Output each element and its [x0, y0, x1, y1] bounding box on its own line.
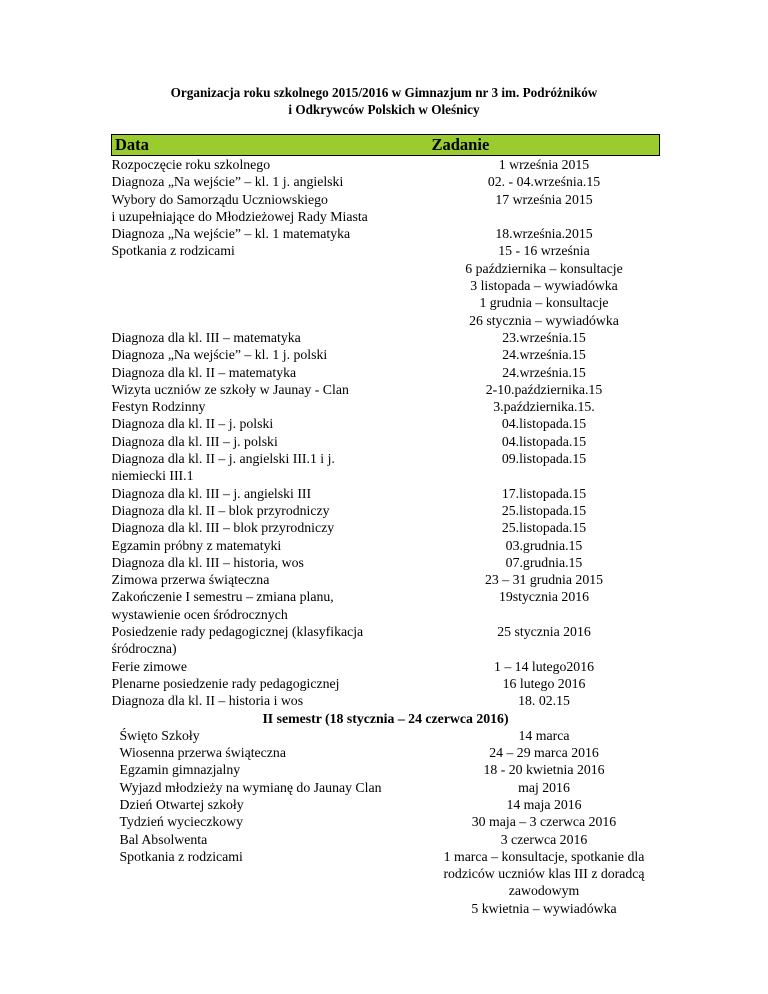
task-text: Spotkania z rodzicami	[119, 848, 243, 864]
document-title	[0, 84, 768, 118]
date-text: 02. - 04.września.15	[487, 174, 601, 190]
task-text: Diagnoza dla kl. II – j. angielski III.1 i j.	[111, 451, 335, 467]
task-text: Posiedzenie rady pedagogicznej (klasyfikacja	[111, 624, 364, 640]
task-text: Ferie zimowe	[111, 658, 187, 674]
table-row	[112, 415, 660, 432]
task-cell	[112, 346, 429, 363]
task-text: Diagnoza dla kl. II – blok przyrodniczy	[111, 502, 330, 518]
date-text: 18.września.2015	[495, 226, 593, 242]
date-text: 19stycznia 2016	[498, 589, 590, 605]
schedule-body	[112, 156, 660, 918]
date-cell	[429, 173, 660, 190]
task-text: Diagnoza dla kl. II – j. polski	[111, 416, 274, 432]
date-cell	[429, 848, 660, 917]
date-text: 14 maja 2016	[506, 796, 582, 812]
date-text: 1 grudnia – konsultacje	[479, 295, 609, 311]
task-text: Diagnoza dla kl. III – j. polski	[111, 433, 278, 449]
task-cell	[112, 796, 429, 813]
date-cell	[429, 398, 660, 415]
table-row	[112, 813, 660, 830]
date-cell	[429, 813, 660, 830]
date-cell	[429, 156, 660, 174]
date-text: 1 września 2015	[498, 157, 590, 172]
header-zadanie: Zadanie	[429, 135, 660, 156]
task-text: Diagnoza dla kl. III – j. angielski III	[111, 485, 312, 501]
task-text: Bal Absolwenta	[119, 831, 208, 847]
table-row	[112, 346, 660, 363]
date-text: 16 lutego 2016	[502, 675, 586, 691]
task-text: Diagnoza „Na wejście” – kl. 1 j. polski	[111, 347, 328, 363]
date-cell	[429, 450, 660, 485]
date-cell	[429, 796, 660, 813]
task-cell	[112, 813, 429, 830]
task-cell	[112, 450, 429, 485]
task-text: Diagnoza dla kl. II – matematyka	[111, 364, 297, 380]
date-text: 30 maja – 3 czerwca 2016	[471, 814, 617, 830]
semester-2-heading: II semestr (18 stycznia – 24 czerwca 2016)	[262, 710, 509, 726]
table-row	[112, 519, 660, 536]
task-cell	[112, 831, 429, 848]
task-cell	[112, 415, 429, 432]
table-row	[112, 242, 660, 328]
date-text: 04.listopada.15	[501, 416, 587, 432]
task-cell	[112, 848, 429, 917]
date-cell	[429, 381, 660, 398]
task-cell	[112, 537, 429, 554]
table-row	[112, 225, 660, 242]
date-cell	[429, 658, 660, 675]
task-text: Tydzień wycieczkowy	[119, 814, 244, 830]
date-text: 1 – 14 lutego2016	[493, 658, 595, 674]
table-row	[112, 537, 660, 554]
date-text: 17 września 2015	[495, 191, 593, 207]
task-text: Egzamin gimnazjalny	[119, 762, 241, 778]
task-text: Diagnoza dla kl. III – matematyka	[111, 329, 301, 345]
schedule-table	[111, 134, 660, 917]
task-text: Diagnoza „Na wejście” – kl. 1 j. angielski	[111, 174, 344, 190]
task-cell	[112, 398, 429, 415]
header-data: Data	[112, 135, 429, 156]
date-cell	[429, 225, 660, 242]
table-row	[112, 364, 660, 381]
task-text: Wyjazd młodzieży na wymianę do Jaunay Clan	[119, 779, 382, 795]
date-text: 09.listopada.15	[501, 451, 587, 467]
date-cell	[429, 744, 660, 761]
date-cell	[429, 329, 660, 346]
table-row	[112, 156, 660, 174]
date-text: 15 - 16 września	[498, 243, 590, 259]
date-cell	[429, 623, 660, 658]
task-cell	[112, 623, 429, 658]
date-cell	[429, 364, 660, 381]
semester-2-heading-row	[112, 710, 660, 727]
date-text: 07.grudnia.15	[505, 554, 583, 570]
date-text: 23 – 31 grudnia 2015	[484, 572, 604, 588]
date-cell	[429, 191, 660, 226]
task-text: Wizyta uczniów ze szkoły w Jaunay - Clan	[111, 381, 349, 397]
task-text: Rozpoczęcie roku szkolnego	[111, 157, 271, 172]
date-text: 18. 02.15	[518, 693, 570, 709]
task-text: Wiosenna przerwa świąteczna	[119, 745, 286, 761]
task-cell	[112, 571, 429, 588]
date-text: 26 stycznia – wywiadówka	[469, 312, 619, 328]
date-cell	[429, 519, 660, 536]
date-cell	[429, 433, 660, 450]
date-cell	[429, 502, 660, 519]
date-cell	[429, 485, 660, 502]
table-row	[112, 796, 660, 813]
table-row	[112, 173, 660, 190]
date-text: 2-10.października.15	[485, 381, 603, 397]
task-cell	[112, 485, 429, 502]
task-text: i uzupełniające do Młodzieżowej Rady Miasta	[111, 208, 368, 224]
task-text: Zakończenie I semestru – zmiana planu,	[111, 589, 334, 605]
date-text: 3 listopada – wywiadówka	[470, 278, 618, 294]
task-cell	[112, 761, 429, 778]
task-cell	[112, 156, 429, 174]
table-row	[112, 329, 660, 346]
title-line-2: i Odkrywców Polskich w Oleśnicy	[288, 102, 480, 117]
task-cell	[112, 433, 429, 450]
task-cell	[112, 744, 429, 761]
date-cell	[429, 242, 660, 328]
date-text: 18 - 20 kwietnia 2016	[483, 762, 605, 778]
table-row	[112, 779, 660, 796]
date-cell	[429, 346, 660, 363]
task-cell	[112, 191, 429, 226]
date-text: 24.września.15	[502, 364, 586, 380]
date-cell	[429, 554, 660, 571]
table-row	[112, 381, 660, 398]
date-text: 3.października.15.	[493, 399, 595, 415]
task-text: Diagnoza dla kl. III – historia, wos	[111, 554, 304, 570]
table-row	[112, 658, 660, 675]
date-text: 14 marca	[518, 727, 570, 743]
task-cell	[112, 173, 429, 190]
task-text: Diagnoza dla kl. II – historia i wos	[111, 693, 304, 709]
date-text: 17.listopada.15	[501, 485, 587, 501]
date-text: 5 kwietnia – wywiadówka	[471, 900, 617, 916]
table-row	[112, 675, 660, 692]
task-cell	[112, 329, 429, 346]
task-cell	[112, 727, 429, 744]
date-text: 25.listopada.15	[501, 502, 587, 518]
task-text: niemiecki III.1	[111, 468, 194, 484]
task-cell	[112, 242, 429, 328]
task-text: Spotkania z rodzicami	[111, 243, 235, 259]
date-cell	[429, 779, 660, 796]
task-cell	[112, 658, 429, 675]
date-cell	[429, 588, 660, 623]
task-text: Diagnoza dla kl. III – blok przyrodniczy	[111, 520, 335, 536]
date-text: 03.grudnia.15	[505, 537, 583, 553]
table-row	[112, 485, 660, 502]
date-cell	[429, 415, 660, 432]
table-row	[112, 191, 660, 226]
title-line-1: Organizacja roku szkolnego 2015/2016 w Gimnazjum nr 3 im. Podróżników	[170, 85, 598, 100]
task-text: Egzamin próbny z matematyki	[111, 537, 282, 553]
date-cell	[429, 571, 660, 588]
task-text: Święto Szkoły	[119, 727, 200, 743]
date-text: rodziców uczniów klas III z doradcą	[443, 866, 645, 882]
date-cell	[429, 761, 660, 778]
task-cell	[112, 675, 429, 692]
date-text: 3 czerwca 2016	[500, 831, 588, 847]
date-text: 04.listopada.15	[501, 433, 587, 449]
task-text: Dzień Otwartej szkoły	[119, 796, 244, 812]
task-text: Wybory do Samorządu Uczniowskiego	[111, 191, 328, 207]
date-cell	[429, 831, 660, 848]
task-text: Zimowa przerwa świąteczna	[111, 572, 270, 588]
table-row	[112, 502, 660, 519]
date-text: 23.września.15	[502, 329, 586, 345]
table-row	[112, 692, 660, 709]
task-cell	[112, 519, 429, 536]
table-row	[112, 623, 660, 658]
date-cell	[429, 727, 660, 744]
date-text: 24.września.15	[502, 347, 586, 363]
task-cell	[112, 364, 429, 381]
task-cell	[112, 588, 429, 623]
task-cell	[112, 554, 429, 571]
date-text: 25.listopada.15	[501, 520, 587, 536]
task-text: śródroczna)	[111, 641, 177, 657]
task-text: Plenarne posiedzenie rady pedagogicznej	[111, 675, 340, 691]
table-row	[112, 433, 660, 450]
date-cell	[429, 692, 660, 709]
date-cell	[429, 675, 660, 692]
date-text: 25 stycznia 2016	[497, 624, 591, 640]
date-cell	[429, 537, 660, 554]
date-text: 6 października – konsultacje	[465, 260, 623, 276]
task-text: Festyn Rodzinny	[111, 399, 206, 415]
task-cell	[112, 502, 429, 519]
task-text: wystawienie ocen śródrocznych	[111, 606, 288, 622]
date-text: 1 marca – konsultacje, spotkanie dla	[443, 848, 645, 864]
table-row	[112, 398, 660, 415]
table-row	[112, 571, 660, 588]
task-text: Diagnoza „Na wejście” – kl. 1 matematyka	[111, 226, 351, 242]
table-row	[112, 848, 660, 917]
date-text: 24 – 29 marca 2016	[489, 745, 599, 761]
date-text: zawodowym	[508, 883, 580, 899]
table-row	[112, 588, 660, 623]
table-row	[112, 761, 660, 778]
table-row	[112, 831, 660, 848]
table-row	[112, 727, 660, 744]
table-header-row	[112, 135, 660, 156]
table-row	[112, 450, 660, 485]
table-row	[112, 744, 660, 761]
table-row	[112, 554, 660, 571]
task-cell	[112, 225, 429, 242]
date-text: maj 2016	[518, 779, 570, 795]
task-cell	[112, 692, 429, 709]
task-cell	[112, 381, 429, 398]
task-cell	[112, 779, 429, 796]
